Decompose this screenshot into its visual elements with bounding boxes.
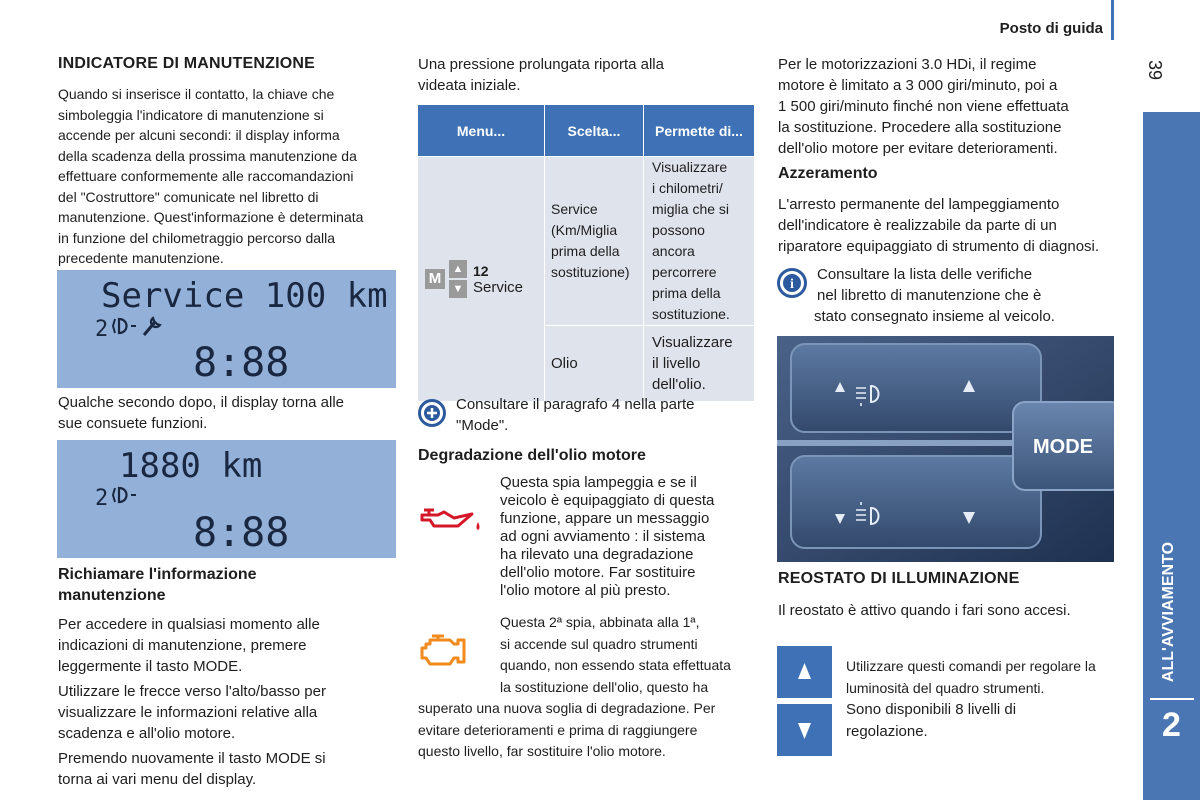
arrow-up-icon: ▲ (449, 260, 467, 278)
mode-note: Consultare il paragrafo 4 nella parte "Mode". (456, 396, 695, 434)
maintenance-heading: INDICATORE DI MANUTENZIONE (58, 55, 316, 72)
oil-warning-text: Questa spia lampeggia e se il veicolo è equipaggiato di questa funzione, appare un messaggio ad ogni avviamento : il sistema ha rilevato una degradazione dell'olio motore. Far sostituire l'olio motore al più presto. (500, 474, 715, 599)
chapter-number: 2 (1162, 706, 1181, 744)
lcd-row2: 2 (95, 484, 137, 512)
recall-heading: Richiamare l'informazione manutenzione (58, 566, 257, 604)
lcd-service-line: Service 100 km (101, 276, 388, 316)
reset-text: L'arresto permanente del lampeggiamento dell'indicatore è realizzabile da parte di un riparatore equipaggiato di strumento di diagnosi. (778, 196, 1100, 255)
col-header-permette: Permette di... (644, 105, 755, 157)
chapter-label: ALL'AVVIAMENTO (1160, 541, 1177, 683)
maintenance-intro: Quando si inserisce il contatto, la chiave che simboleggia l'indicatore di manutenzione si accende per alcuni secondi: il display informa della scadenza della prossima manutenzione da effettuare conformemente alle raccomandazioni del "Costruttore" comunicate nel libretto di manutenzione. Quest'informazione è determinata in funzione del chilometraggio percorso dalla precedente manutenzione. (58, 86, 364, 266)
recall-text: Per accedere in qualsiasi momento alle indicazioni di manutenzione, premere leggermente il tasto MODE. Utilizzare le frecce verso l'alto/basso per visualizzare le informazioni relative alla scadenza e all'olio motore. Premendo nuovamente il tasto MODE si torna ai vari menu del display. (58, 616, 326, 788)
lcd-row2: 2 (95, 314, 164, 344)
mode-button-label: MODE (1033, 436, 1093, 458)
lcd-display-odometer (57, 440, 396, 558)
lcd-display-service (57, 270, 396, 388)
mode-m-icon: M (425, 269, 445, 289)
lcd-clock: 8:88 (193, 510, 290, 556)
plus-info-icon (418, 399, 446, 432)
wrench-icon (140, 314, 164, 344)
col2-intro: Una pressione prolungata riporta alla videata iniziale. (418, 56, 664, 94)
rheostat-heading: REOSTATO DI ILLUMINAZIONE (778, 570, 1020, 587)
header-rule (1111, 0, 1114, 40)
lcd-clock: 8:88 (193, 340, 290, 386)
scelta-cell: Olio (545, 326, 644, 402)
brightness-text: Utilizzare questi comandi per regolare la luminosità del quadro strumenti. Sono disponibili 8 livelli di regolazione. (846, 658, 1096, 740)
col-header-scelta: Scelta... (545, 105, 644, 157)
col-header-menu: Menu... (418, 105, 545, 157)
info-note: Consultare la lista delle verifiche nel libretto di manutenzione che è stato consegnato insieme al veicolo. (814, 266, 1055, 325)
menu-table (417, 104, 755, 402)
rheostat-text: Il reostato è attivo quando i fari sono accesi. (778, 602, 1071, 619)
engine-warning-icon (418, 630, 468, 675)
oil-can-icon (420, 502, 484, 539)
scelta-cell: Service (Km/Miglia prima della sostituzione) (545, 157, 644, 326)
permette-cell: Visualizzare i chilometri/ miglia che si possono ancora percorrere prima della sostituzione. (644, 157, 755, 326)
svg-text:i: i (790, 277, 794, 292)
permette-cell: Visualizzare il livello dell'olio. (644, 326, 755, 402)
reset-heading: Azzeramento (778, 165, 878, 182)
info-icon (777, 268, 807, 303)
oil-heading: Degradazione dell'olio motore (418, 447, 646, 464)
headlamp-icon (111, 484, 137, 512)
lcd-odometer-line: 1880 km (119, 446, 263, 486)
page-number: 39 (1145, 59, 1165, 81)
brightness-down-button (777, 704, 832, 756)
menu-number: 12 (473, 262, 489, 279)
chapter-divider (1150, 698, 1194, 700)
second-warning-text-cont: superato una nuova soglia di degradazione. Per evitare deterioramenti e prima di raggiungere questo livello, far sostituire l'olio motore. (418, 700, 716, 759)
section-title: Posto di guida (999, 20, 1103, 37)
second-warning-text: Questa 2ª spia, abbinata alla 1ª, si accende sul quadro strumenti quando, non essendo stata effettuata la sostituzione dell'olio, questo ha (500, 614, 731, 695)
menu-cell (418, 157, 545, 402)
menu-label: Service (473, 278, 524, 296)
after-display-text: Qualche secondo dopo, il display torna alle sue consuete funzioni. (58, 394, 345, 432)
brightness-up-button (777, 646, 832, 698)
table-row (418, 157, 755, 326)
headlamp-icon (111, 315, 137, 343)
col3-intro: Per le motorizzazioni 3.0 HDi, il regime motore è limitato a 3 000 giri/minuto, poi a 1 500 giri/minuto finché non viene effettuata la sostituzione. Procedere alla sostituzione dell'olio motore per evitare deterioramenti. (778, 56, 1069, 157)
control-panel-photo (777, 336, 1114, 562)
arrow-down-icon: ▼ (449, 280, 467, 298)
